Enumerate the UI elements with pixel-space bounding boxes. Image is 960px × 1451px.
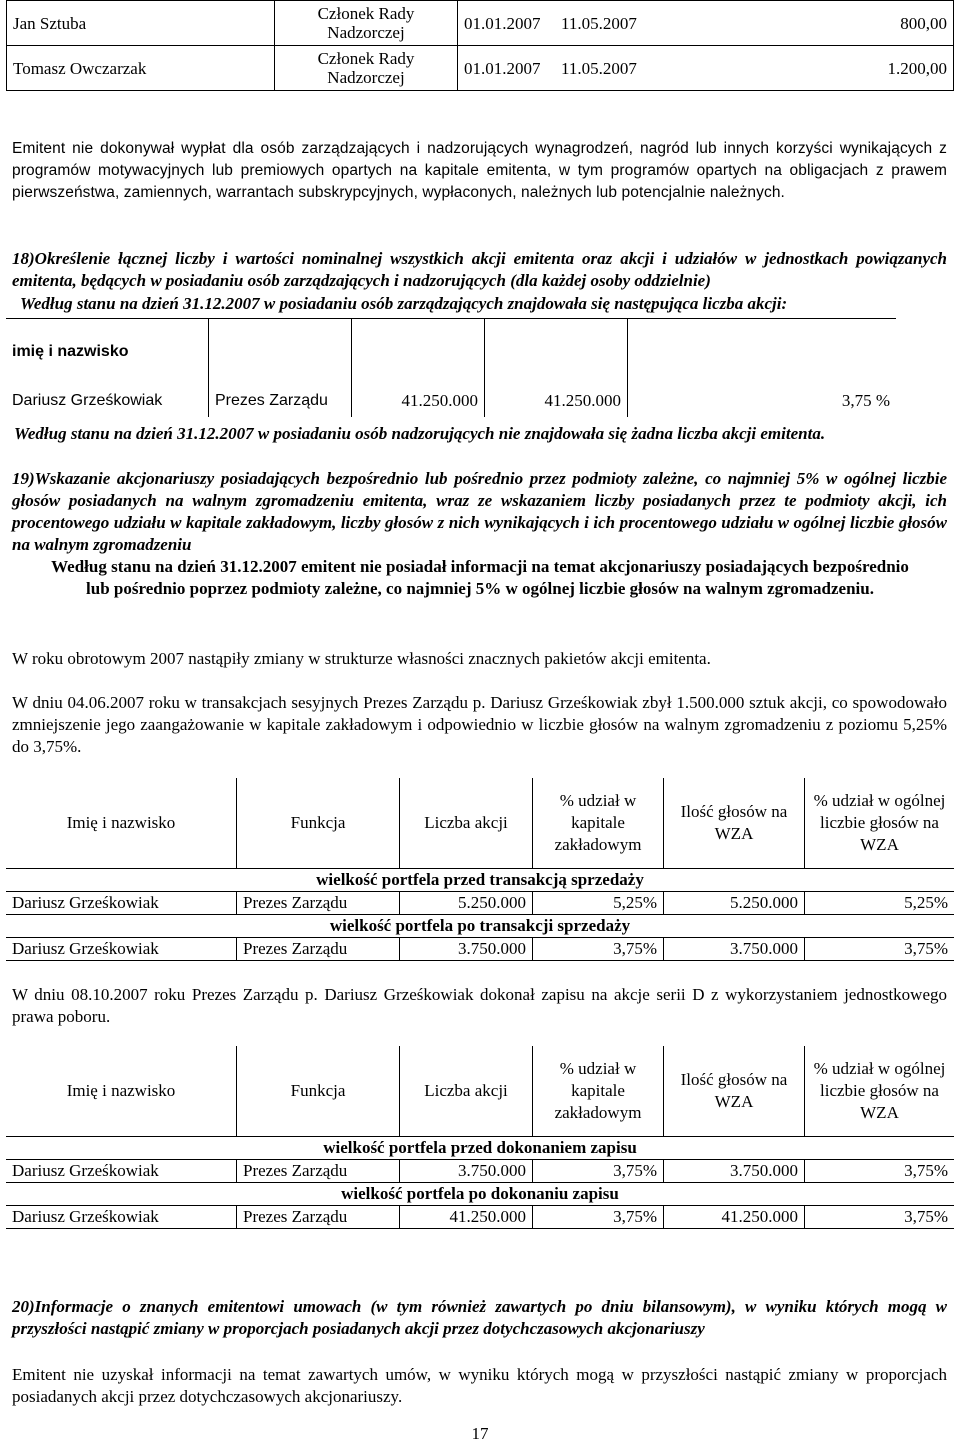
row-pct-votes: 5,25% [805,892,955,915]
no-payments-paragraph: Emitent nie dokonywał wypłat dla osób zarządzających i nadzorujących wynagrodzeń, nagród lub innych korzyści wynikających z programów motywacyjnych lub premiowych opartych na kapitale emitenta, w tym programów opartych na obligacjach z prawem pierwszeństwa, zamiennych, warrantach subskrypcyjnych, wypłaconych, należnych lub potencjalnie należnych. [12,140,947,201]
row-name: Dariusz Grześkowiak [6,892,237,915]
row-shares: 5.250.000 [400,892,533,915]
shareholders-info-text: Według stanu na dzień 31.12.2007 emitent nie posiadał informacji na temat akcjonariuszy posiadających bezpośrednio lub pośrednio poprzez podmioty zależne, co najmniej 5% w ogólnej liczbie głosów na walnym zgromadzeniu. [51,557,909,598]
state-line-management: Według stanu na dzień 31.12.2007 w posiadaniu osób zarządzających znajdowała się następująca liczba akcji: [20,294,788,313]
row-shares: 41.250.000 [400,1206,533,1229]
row-shares: 3.750.000 [400,1160,533,1183]
section-title: Wskazanie akcjonariuszy posiadających bezpośrednio lub pośrednio przez podmioty zależne, co najmniej 5% w ogólnej liczbie głosów posiadanych na walnym zgromadzeniu emitenta, wraz ze wskazaniem liczby posiadanych przez te podmioty akcji, ich procentowego udziału w kapitale zakładowym, liczby głosów z nich wynikających i ich procentowego udziału w ogólnej liczbie głosów na walnym zgromadzeniu [12,469,947,554]
row-name: Dariusz Grześkowiak [6,1206,237,1229]
header-votes: Ilość głosów na WZA [664,778,805,869]
period [458,46,741,91]
table-row [6,938,954,961]
section-number: 18) [12,249,35,268]
section-19-heading [12,468,947,556]
row-value: 41.250.000 [485,385,628,417]
portfolio-note: wielkość portfela po dokonaniu zapisu [6,1183,954,1206]
row-pct: 3,75% [533,1160,664,1183]
header-name: Imię i nazwisko [6,778,237,869]
section-number: 20) [12,1297,35,1316]
table-header-row [6,1046,954,1137]
table-row [6,892,954,915]
period-from: 01.01.2007 [464,13,541,33]
sale-portfolio-table [6,778,954,961]
row-pct-votes: 3,75% [805,1160,955,1183]
state-line-supervisory: Według stanu na dzień 31.12.2007 w posiadaniu osób nadzorujących nie znajdowała się żadna liczba akcji emitenta. [14,424,826,443]
page-number: 17 [471,1424,489,1443]
remuneration-table [6,0,954,91]
subscription-portfolio-table [6,1046,954,1229]
section-title: Informacje o znanych emitentowi umowach (w tym również zawartych po dniu bilansowym), w wyniku których mogą w przyszłości nastąpić zmiany w proporcjach posiadanych akcji przez dotychczasowych akcjonariuszy [12,1297,947,1338]
ownership-change-text: W roku obrotowym 2007 nastąpiły zmiany w strukturze własności znacznych pakietów akcji emitenta. [12,649,711,668]
section-title: Określenie łącznej liczby i wartości nominalnej wszystkich akcji emitenta oraz akcji i udziałów w jednostkach powiązanych emitenta, będących w posiadaniu osób zarządzających i nadzorujących (dla każdej osoby oddzielnie) [12,249,947,290]
row-votes: 3.750.000 [664,938,805,961]
table-row [6,1160,954,1183]
header-pct-votes: % udział w ogólnej liczbie głosów na WZA [805,1046,955,1137]
agreements-text: Emitent nie uzyskał informacji na temat zawartych umów, w wyniku których mogą w przyszłości nastąpić zmiany w proporcjach posiadanych akcji przez dotychczasowych akcjonariuszy. [12,1365,947,1406]
table-row [7,46,954,91]
row-pct: 5,25% [533,892,664,915]
person-function: Członek Rady Nadzorczej [275,46,458,91]
row-function: Prezes Zarządu [237,1206,400,1229]
row-name: Dariusz Grześkowiak [6,1160,237,1183]
header-function: Funkcja [237,778,400,869]
header-name: Imię i nazwisko [6,1046,237,1137]
row-function: Prezes Zarządu [209,385,352,417]
header-pct-votes: % udział w ogólnej liczbie głosów na WZA [805,778,955,869]
row-pct: 3,75 % [628,385,897,417]
row-votes: 5.250.000 [664,892,805,915]
header-shares: Liczba akcji [400,778,533,869]
header-votes: Ilość głosów na WZA [664,1046,805,1137]
row-pct-votes: 3,75% [805,1206,955,1229]
row-pct: 3,75% [533,938,664,961]
portfolio-note: wielkość portfela po transakcji sprzedaży [6,915,954,938]
period-to: 11.05.2007 [561,13,637,33]
row-votes: 3.750.000 [664,1160,805,1183]
header-pct-capital: % udział w kapitale zakładowym [533,778,664,869]
section-20-heading [12,1296,947,1340]
row-pct-votes: 3,75% [805,938,955,961]
section-number: 19) [12,469,35,488]
header-pct-capital: % udział w kapitale zakładowym [533,1046,664,1137]
row-function: Prezes Zarządu [237,938,400,961]
period [458,1,741,46]
period-to: 11.05.2007 [561,58,637,78]
amount: 1.200,00 [740,46,954,91]
header-shares: Liczba akcji [400,1046,533,1137]
row-name: Dariusz Grześkowiak [6,938,237,961]
row-shares: 41.250.000 [352,385,485,417]
row-function: Prezes Zarządu [237,892,400,915]
header-name: imię i nazwisko [6,319,209,386]
row-name: Dariusz Grześkowiak [6,385,209,417]
amount: 800,00 [740,1,954,46]
person-function: Członek Rady Nadzorczej [275,1,458,46]
section-18-heading [12,248,947,292]
row-shares: 3.750.000 [400,938,533,961]
row-function: Prezes Zarządu [237,1160,400,1183]
header-function: Funkcja [237,1046,400,1137]
management-shares-table [6,318,896,417]
table-row [7,1,954,46]
period-from: 01.01.2007 [464,58,541,78]
portfolio-note: wielkość portfela przed dokonaniem zapisu [6,1137,954,1160]
table-row [6,1206,954,1229]
table-header-row [6,778,954,869]
row-pct: 3,75% [533,1206,664,1229]
portfolio-note: wielkość portfela przed transakcją sprzedaży [6,869,954,892]
row-votes: 41.250.000 [664,1206,805,1229]
person-name: Jan Sztuba [7,1,275,46]
person-name: Tomasz Owczarzak [7,46,275,91]
subscription-text: W dniu 08.10.2007 roku Prezes Zarządu p. Dariusz Grześkowiak dokonał zapisu na akcje serii D z wykorzystaniem jednostkowego prawa poboru. [12,985,947,1026]
sale-transaction-text: W dniu 04.06.2007 roku w transakcjach sesyjnych Prezes Zarządu p. Dariusz Grześkowiak zbył 1.500.000 sztuk akcji, co spowodowało zmniejszenie jego zaangażowanie w kapitale zakładowym i odpowiednio w liczbie głosów na walnym zgromadzeniu z poziomu 5,25% do 3,75%. [12,693,947,756]
